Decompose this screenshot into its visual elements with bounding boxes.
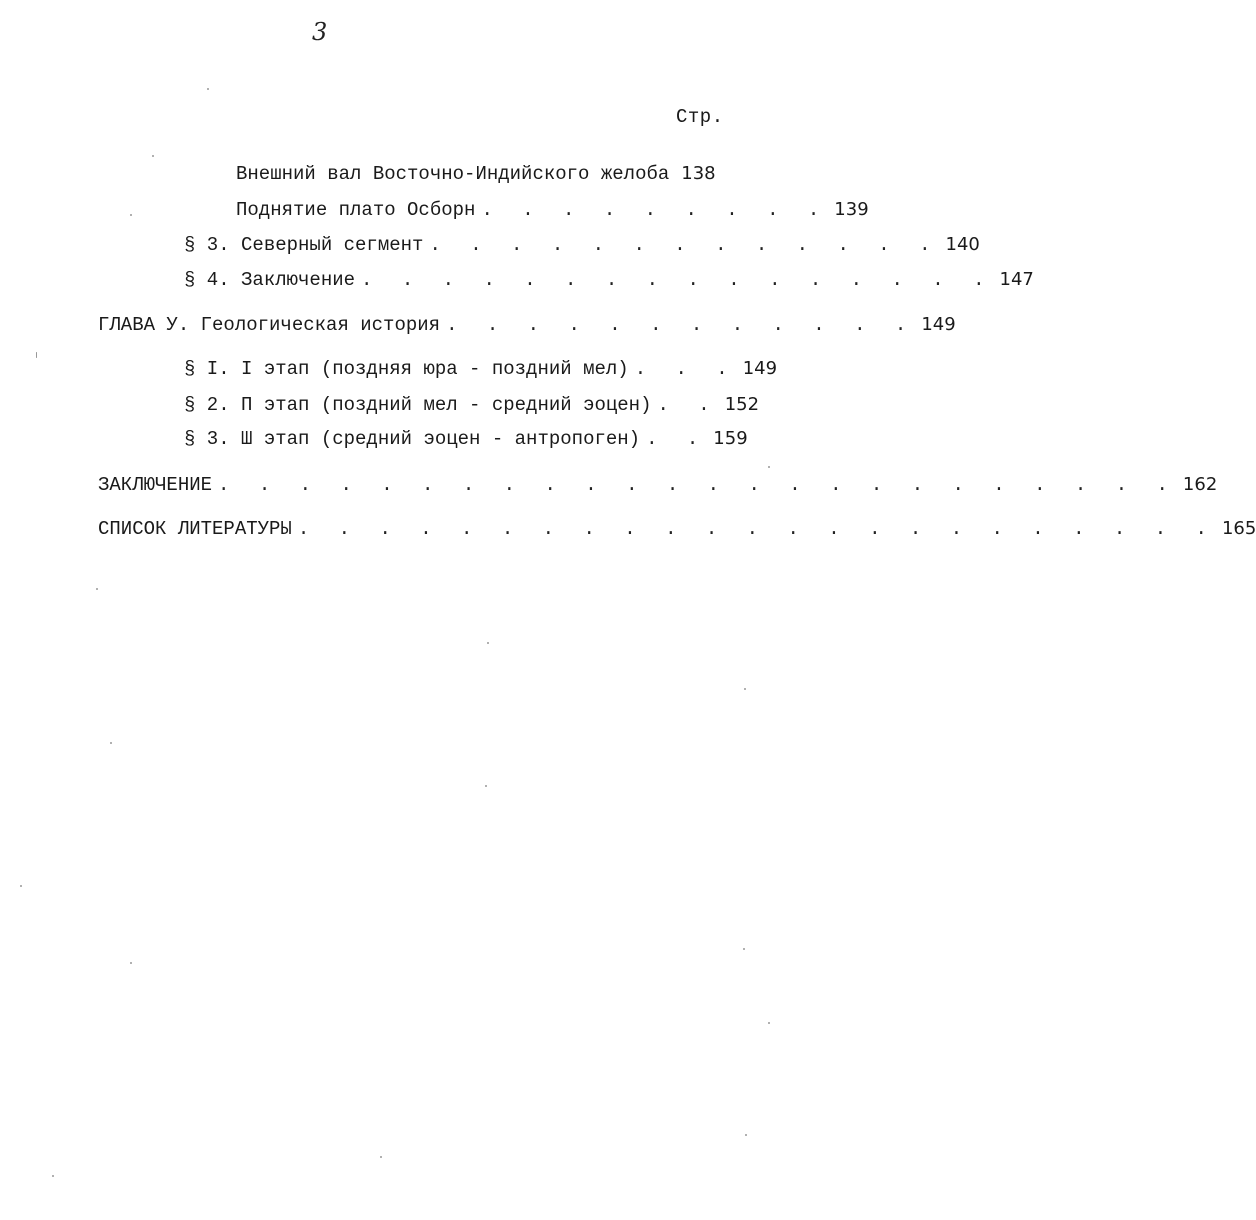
toc-entry-title: Поднятие плато Осборн: [236, 199, 476, 221]
scan-speck: [207, 88, 209, 90]
toc-entry-leader: . .: [646, 428, 708, 450]
scan-speck: [768, 1022, 770, 1024]
toc-entry-page: 139: [834, 199, 869, 220]
toc-entry-page: 149: [921, 314, 956, 335]
toc-entry-title: Внешний вал Восточно-Индийского желоба: [236, 163, 670, 185]
scan-speck: [152, 155, 154, 157]
toc-entry-title: § 2. П этап (поздний мел - средний эоцен): [184, 394, 652, 416]
toc-entry-page: 149: [742, 358, 778, 379]
toc-entry-page: 159: [713, 428, 748, 449]
toc-entry: [184, 425, 748, 453]
toc-entry-title: ЗАКЛЮЧЕНИЕ: [98, 474, 213, 496]
toc-entry-page: 162: [1182, 474, 1218, 495]
toc-entry-page: 147: [999, 269, 1034, 290]
toc-entry-leader: . . . . . . . . .: [481, 199, 829, 221]
scan-speck: [96, 588, 98, 590]
scan-speck: [745, 1134, 747, 1136]
page-number: 3: [312, 18, 328, 46]
toc-entry: [236, 160, 716, 188]
toc-entry: [184, 231, 980, 259]
scan-speck: [110, 742, 112, 744]
scan-speck: [768, 466, 770, 468]
toc-entry-leader: . . .: [634, 358, 737, 380]
toc-entry-leader: . . . . . . . . . . . .: [446, 314, 916, 336]
scan-speck: [130, 214, 132, 216]
toc-entry-page: 152: [724, 394, 760, 415]
toc-entry-leader: . . . . . . . . . . . . . . . . . . . . . . . .: [218, 474, 1177, 496]
scan-speck: [130, 962, 132, 964]
toc-entry-title: ГЛАВА У. Геологическая история: [98, 314, 441, 336]
toc-chapter-entry: [98, 311, 956, 339]
scan-speck: [744, 688, 746, 690]
toc-entry-title: § I. I этап (поздняя юра - поздний мел): [184, 358, 629, 380]
toc-entry: [184, 355, 778, 383]
scan-speck: [20, 885, 22, 887]
scan-speck: [380, 1156, 382, 1158]
toc-chapter-entry: [98, 471, 1218, 499]
toc-entry-title: § 4. Заключение: [184, 269, 356, 291]
scan-speck: [485, 785, 487, 787]
toc-entry-leader: . . . . . . . . . . . . .: [429, 234, 940, 256]
toc-entry-page: 140: [945, 234, 980, 255]
toc-entry-leader: . . . . . . . . . . . . . . . . . . . . . . .: [297, 518, 1216, 540]
page-column-label: Стр.: [676, 106, 724, 128]
scan-speck: [52, 1175, 54, 1177]
scan-speck: [743, 948, 745, 950]
toc-entry-title: § 3. Ш этап (средний эоцен - антропоген): [184, 428, 641, 450]
toc-entry-page: 165: [1221, 518, 1256, 539]
toc-entry-leader: . .: [657, 394, 719, 416]
toc-entry: [236, 196, 869, 224]
toc-entry-page: 138: [681, 163, 716, 184]
toc-entry-title: СПИСОК ЛИТЕРАТУРЫ: [98, 518, 292, 540]
toc-entry-leader: . . . . . . . . . . . . . . . .: [361, 269, 994, 291]
toc-chapter-entry: [98, 515, 1256, 543]
toc-entry: [184, 391, 760, 419]
scan-speck: [36, 352, 37, 358]
scan-speck: [487, 642, 489, 644]
toc-entry: [184, 266, 1034, 294]
toc-entry-title: § 3. Северный сегмент: [184, 234, 424, 256]
